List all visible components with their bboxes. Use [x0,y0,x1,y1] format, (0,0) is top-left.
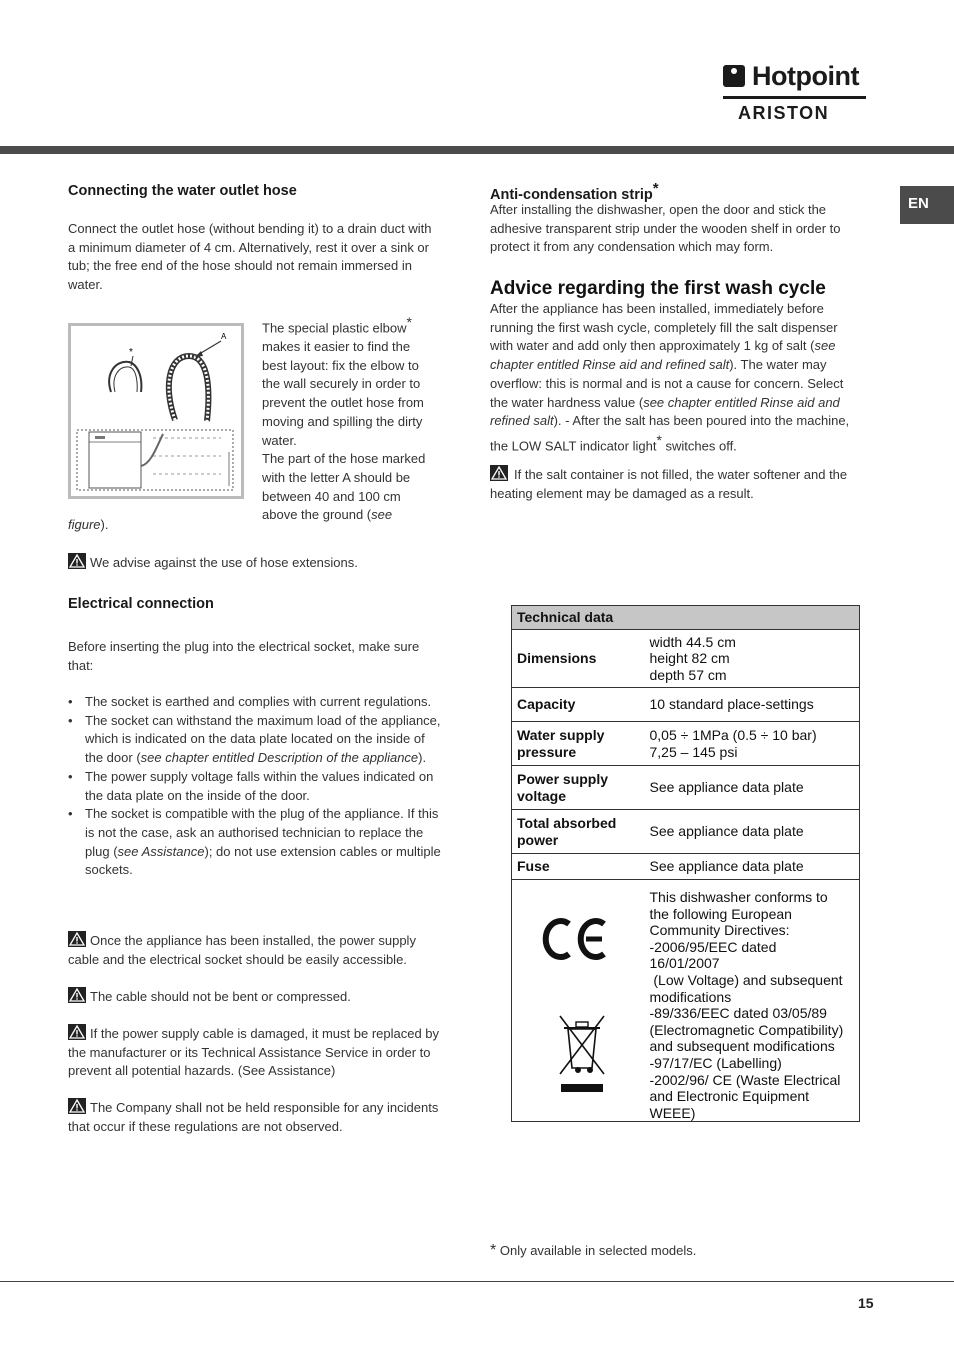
electrical-warning-4: The Company shall not be held responsible for any incidents that occur if these regulations are not observed. [68,1100,439,1134]
table-row [512,854,860,880]
logo-mark-icon [723,65,745,87]
table-row [512,880,860,1122]
list-item: • The power supply voltage falls within the values indicated on the data plate on the inside of the door. [68,768,443,805]
table-row [512,630,860,688]
table-row [512,810,860,854]
elbow-line-9: with the letter A should be [262,469,411,485]
figure-ref-line: figure). [68,517,109,532]
fuse-label: Fuse [512,854,645,880]
absorbed-power-value: See appliance data plate [645,810,860,854]
water-supply-label: Water supply pressure [512,722,645,766]
list-item: • The socket is earthed and complies with current regulations. [68,693,443,712]
elbow-line-8: The part of the hose marked [262,451,426,467]
table-row [512,688,860,722]
warning-icon [68,1098,86,1114]
dimensions-label: Dimensions [512,630,645,688]
electrical-checklist [68,693,443,880]
advice-title: Advice regarding the first wash cycle [490,278,826,299]
elbow-line-5: prevent the outlet hose from [262,395,424,411]
technical-data-table [511,605,860,1122]
electrical-warning-2: The cable should not be bent or compressed. [68,987,445,1007]
table-header-row [512,606,860,630]
conformity-text: This dishwasher conforms to the following European Community Directives: -2006/95/EEC dated 16/01/2007 (Low Voltage) and subsequent modifications -89/336/EEC dated 03/05/89 (Electromagnetic Compatibility) and subsequent modifications -97/17/EC (Labelling) -2002/96/ CE (Waste Electrical and Electronic Equipment WEEE) [645,880,860,1122]
capacity-label: Capacity [512,688,645,722]
electrical-intro: Before inserting the plug into the electrical socket, make sure that: [68,639,420,673]
power-supply-label: Power supply voltage [512,766,645,810]
power-supply-value: See appliance data plate [645,766,860,810]
language-tab[interactable]: EN [900,186,954,224]
elbow-line-3: best layout: fix the elbow to [262,357,419,373]
figure-mark-star: * [129,347,133,358]
figure-ref: figure [68,517,101,532]
elbow-line-6: moving and spilling the dirty [262,413,423,429]
fuse-value: See appliance data plate [645,854,860,880]
weee-bin-icon [560,1016,604,1092]
footnote-marker: * [406,314,412,330]
absorbed-power-label: Total absorbed power [512,810,645,854]
brand-logo [722,60,872,126]
outlet-hose-title: Connecting the water outlet hose [68,183,297,199]
list-item: • The socket is compatible with the plug of the appliance. If this is not the case, ask an authorised technician to replace the plug (see Assistance); do not use extension cables or multiple sockets. [68,805,443,880]
capacity-value: 10 standard place-settings [645,688,860,722]
see-ref: see [371,507,393,523]
table-row [512,766,860,810]
anti-condensation-paragraph: After installing the dishwasher, open the door and stick the adhesive transparent strip under the wooden shelf in order to protect it from any condensation which may form. [490,202,841,255]
outlet-hose-paragraph: Connect the outlet hose (without bending it) to a drain duct with a minimum diameter of 4 cm. Alternatively, rest it over a sink or tub; the free end of the hose should not remain immersed in water. [68,221,432,293]
elbow-line-4: the wall securely in order to [262,376,421,392]
header-bar [0,146,954,154]
electrical-warning-3: If the power supply cable is damaged, it must be replaced by the manufacturer or its Technical Assistance Service in order to prevent all potential hazards. (See Assistance) [68,1026,440,1079]
brand-sub: ARISTON [738,103,830,123]
table-header: Technical data [512,606,860,630]
dimensions-value: width 44.5 cm height 82 cm depth 57 cm [645,630,860,688]
elbow-line-11: above the ground (see [262,507,393,523]
anti-condensation-title: Anti-condensation strip* [490,180,659,203]
warning-icon [68,553,86,569]
salt-warning: If the salt container is not filled, the water softener and the heating element may be damaged as a result. [490,467,848,501]
list-item: • The socket can withstand the maximum load of the appliance, which is indicated on the data plate located on the inside of the door (see chapter entitled Description of the appliance). [68,712,443,768]
hose-extension-warning: We advise against the use of hose extensions. [68,553,443,573]
elbow-line-10: between 40 and 100 cm [262,488,401,504]
elbow-line-2: makes it easier to find the [262,339,411,355]
electrical-title: Electrical connection [68,596,214,612]
warning-icon [68,1024,86,1040]
advice-paragraph: After the appliance has been installed, immediately before running the first wash cycle, completely fill the salt dispenser with water and add only then approximately 1 kg of salt (see chapter entitled Rinse aid and refined salt). The water may overflow: this is normal and is not a cause for concern. Select the water hardness value (see chapter entitled Rinse aid and refined salt). - After the salt has been poured into the machine, the LOW SALT indicator light* switches off. [490,301,850,454]
hose-illustration [71,326,241,496]
warning-icon [68,931,86,947]
brand-name: Hotpoint [752,61,859,91]
elbow-text [262,313,442,525]
logo-divider [723,96,866,99]
water-supply-value: 0,05 ÷ 1MPa (0.5 ÷ 10 bar) 7,25 – 145 psi [645,722,860,766]
elbow-line-1: The special plastic elbow* [262,314,412,336]
compliance-icons [512,888,642,1113]
ce-mark-icon [546,921,604,957]
table-row [512,722,860,766]
footnote: * Only available in selected models. [490,1242,697,1259]
elbow-line-7: water. [262,432,297,448]
electrical-warning-1: Once the appliance has been installed, the power supply cable and the electrical socket should be easily accessible. [68,933,416,967]
conformity-marks [512,880,645,1122]
figure-mark-a: A [221,332,227,341]
warning-icon [68,987,86,1003]
warning-icon [490,465,508,481]
page-number: 15 [858,1295,874,1311]
footer-divider [0,1281,954,1282]
footnote-marker: * [656,431,662,448]
hose-figure [68,323,244,499]
footnote-marker: * [652,180,659,197]
